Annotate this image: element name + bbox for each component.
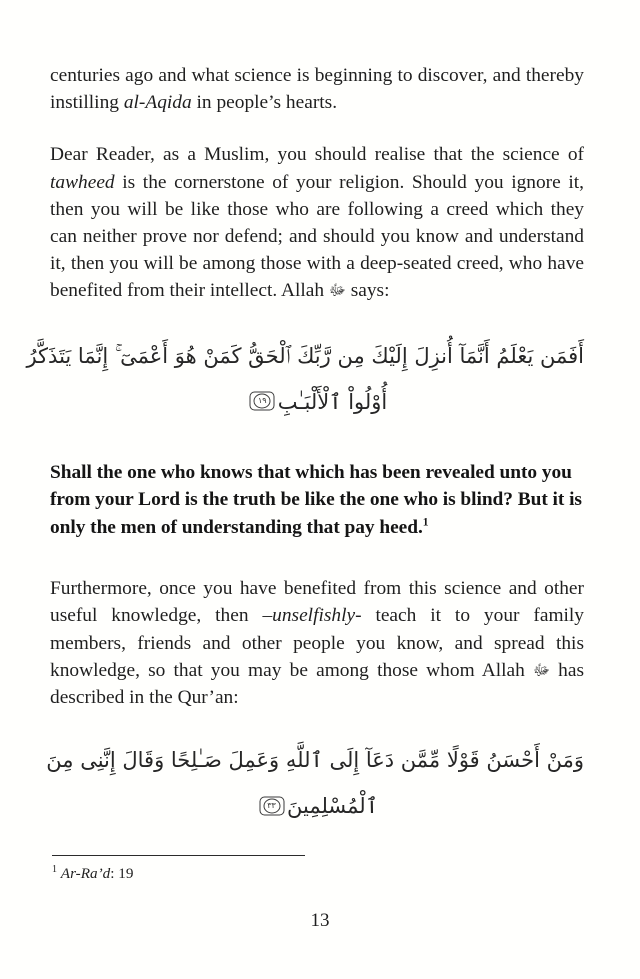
quran-quote-2-line-1: وَمَنْ أَحْسَنُ قَوْلًا مِّمَّن دَعَآ إِلَى ٱللَّهِ وَعَمِلَ صَـٰلِحًا وَقَالَ إِنَّنِى مِنَ xyxy=(46,748,584,773)
footnote-verse-reference: : 19 xyxy=(110,865,134,882)
footnote-area xyxy=(52,855,586,883)
italic-term-al-aqida: al-Aqida xyxy=(123,92,192,114)
paragraph-text-run: Furthermore, once you have benefited from this science and other useful knowledge, then xyxy=(50,578,584,627)
paragraph-continuation xyxy=(50,62,584,116)
paragraph-text-run: has described in the Qur’an: xyxy=(50,659,584,708)
quran-quote-1-line-1: أَفَمَن يَعْلَمُ أَنَّمَآ أُنزِلَ إِلَيْكَ مِن رَّبِّكَ ٱلْحَقُّ كَمَنْ هُوَ أَعْمَىٓ ۚ إِنَّمَا يَتَذَكَّرُ xyxy=(26,343,584,368)
footnote-separator-rule xyxy=(52,855,305,856)
paragraph-text-run: teach it to your family members, friends and other people you know, and spread this knowledge, so that you may be among those whom Allah xyxy=(50,605,584,681)
page-number: 13 xyxy=(310,910,330,931)
paragraph-dear-reader: Dear Reader, as a Muslim, you should realise that the science of tawheed is the cornerstone of your religion. Should you ignore it, then you will be like those who are following a creed which they can neither prove nor defend; and should you know and understand it, then you will be among those with a deep-seated creed, who have benefited from their intellect. Allah ﷻ says: xyxy=(50,144,584,302)
paragraph-furthermore: Furthermore, once you have benefited from this science and other useful knowledge, then –unselfishly- teach it to your family members, friends and other people you know, and spread this knowledge, so that you may be among those whom Allah ﷻ has described in the Qur’an: xyxy=(50,578,584,708)
verse-number-value: ١٩ xyxy=(257,396,267,406)
verse-number-medallion-icon xyxy=(250,389,275,414)
quran-quote-1-line-2-wrap xyxy=(50,379,584,425)
verse-number-value: ٣٣ xyxy=(267,800,276,810)
paragraph-text-run: centuries ago and what science is beginning to discover, and thereby instilling xyxy=(50,65,584,114)
paragraph-text-run: says: xyxy=(345,280,390,302)
translation-text: Shall the one who knows that which has been revealed unto you from your Lord is the truth be like the one who is blind? But it is only the men of understanding that pay heed. xyxy=(50,461,582,538)
quran-quote-2-line-2: ٱلْمُسْلِمِينَ xyxy=(287,794,378,819)
quran-quote-1-line-2: أُوْلُواْ ٱلْأَلْبَـٰبِ xyxy=(277,389,388,414)
footnote-surah-title: Ar-Ra’d xyxy=(60,865,111,882)
footnote-entry xyxy=(52,864,586,883)
translation-block-1 xyxy=(50,459,584,542)
italic-term-unselfishly: –unselfishly- xyxy=(262,605,362,627)
quran-quote-2-line-2-wrap xyxy=(50,783,584,829)
italic-term-tawheed: tawheed xyxy=(50,171,115,193)
footnote-reference-marker: 1 xyxy=(422,516,429,529)
quran-quote-ar-rad xyxy=(26,333,584,425)
footnote-number: 1 xyxy=(52,863,57,875)
text-column xyxy=(26,62,584,829)
paragraph-text-run: is the cornerstone of your religion. Should you ignore it, then you will be like those who are following a creed which they can neither prove nor defend; and should you know and understand it, then you will be among those with a deep-seated creed, who have benefited from their intellect. Allah xyxy=(50,171,584,302)
verse-number-medallion-icon xyxy=(259,793,284,818)
paragraph-text-run: in people’s hearts. xyxy=(191,92,338,114)
paragraph-text-run: Dear Reader, as a Muslim, you should realise that the science of xyxy=(50,144,584,166)
quran-quote-fussilat xyxy=(46,737,584,829)
